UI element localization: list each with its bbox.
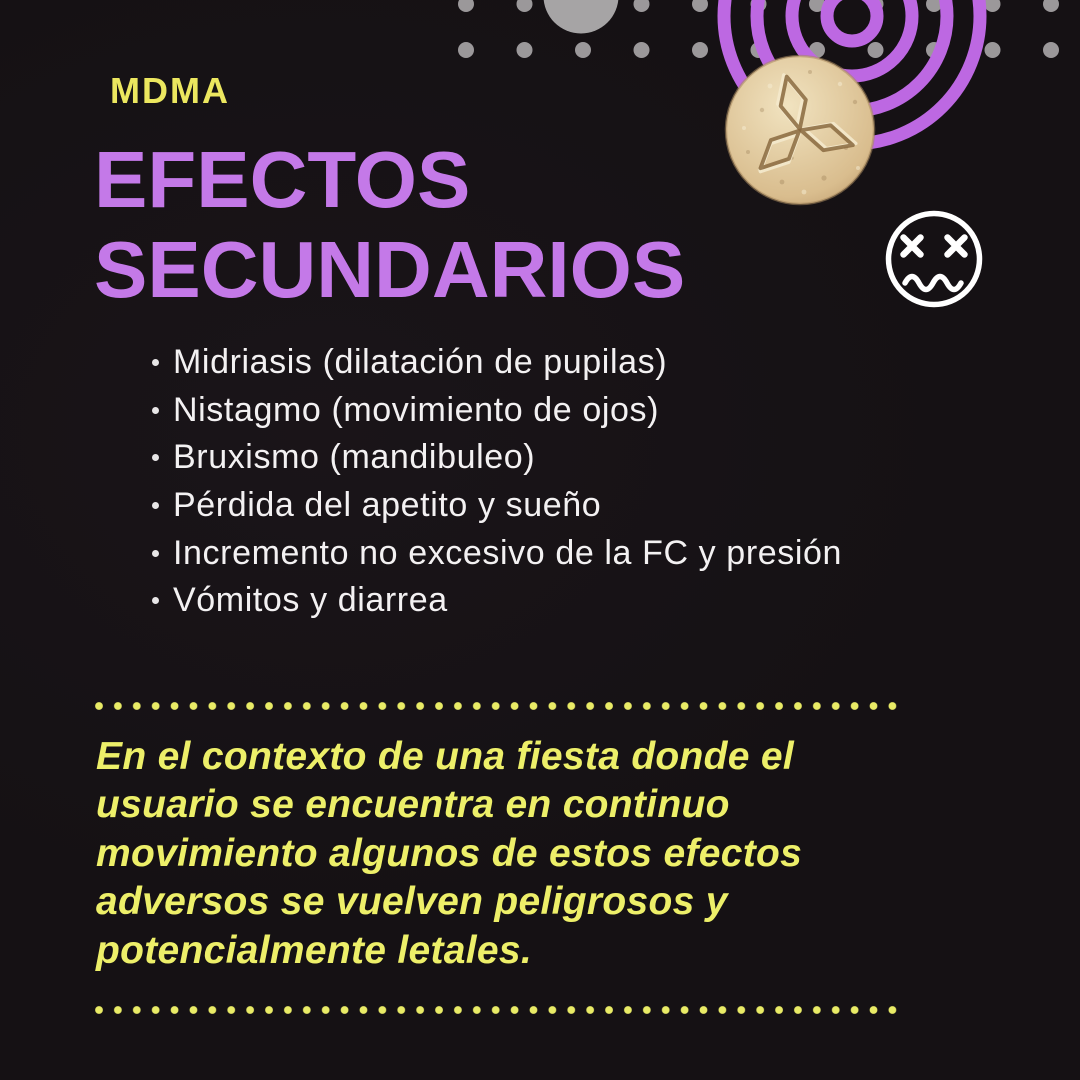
- side-effects-list: [152, 339, 842, 625]
- list-item: [152, 434, 842, 482]
- dotted-divider-top: [95, 701, 907, 711]
- list-item: [152, 529, 842, 577]
- ripple-circles-decoration: [724, 0, 980, 144]
- gray-circle-decoration: [544, 0, 619, 34]
- warning-line: potencialmente letales.: [96, 928, 533, 972]
- list-item: [152, 577, 842, 625]
- side-effect-text: Midriasis (dilatación de pupilas): [173, 343, 668, 382]
- title-line-2: SECUNDARIOS: [94, 225, 686, 314]
- bullet-dot: [152, 597, 159, 604]
- side-effect-text: Nistagmo (movimiento de ojos): [173, 390, 660, 429]
- list-item: [152, 339, 842, 387]
- warning-paragraph: [96, 733, 802, 975]
- warning-line: movimiento algunos de estos efectos: [96, 831, 803, 875]
- ecstasy-pill-image: [722, 52, 878, 208]
- x-eye-right: [948, 238, 965, 255]
- side-effect-text: Incremento no excesivo de la FC y presión: [173, 533, 843, 572]
- kicker-label: MDMA: [110, 70, 230, 111]
- side-effect-text: Pérdida del apetito y sueño: [173, 486, 602, 525]
- x-eye-left: [904, 238, 921, 255]
- bullet-dot: [152, 502, 159, 509]
- dizzy-face-icon: [882, 207, 986, 311]
- warning-line: adversos se vuelven peligrosos y: [96, 880, 728, 924]
- dotted-divider-bottom: [95, 1005, 907, 1015]
- title-line-1: EFECTOS: [94, 135, 471, 224]
- page-title: [94, 135, 685, 315]
- bullet-dot: [152, 359, 159, 366]
- wavy-mouth: [905, 277, 961, 290]
- warning-line: En el contexto de una fiesta donde el: [96, 735, 795, 778]
- warning-line: usuario se encuentra en continuo: [96, 783, 730, 827]
- dots-grid-decoration: [458, 0, 1059, 58]
- bullet-dot: [152, 454, 159, 461]
- bullet-dot: [152, 550, 159, 557]
- list-item: [152, 387, 842, 435]
- bullet-dot: [152, 407, 159, 414]
- side-effect-text: Bruxismo (mandibuleo): [173, 438, 536, 477]
- list-item: [152, 482, 842, 530]
- side-effect-text: Vómitos y diarrea: [173, 581, 448, 620]
